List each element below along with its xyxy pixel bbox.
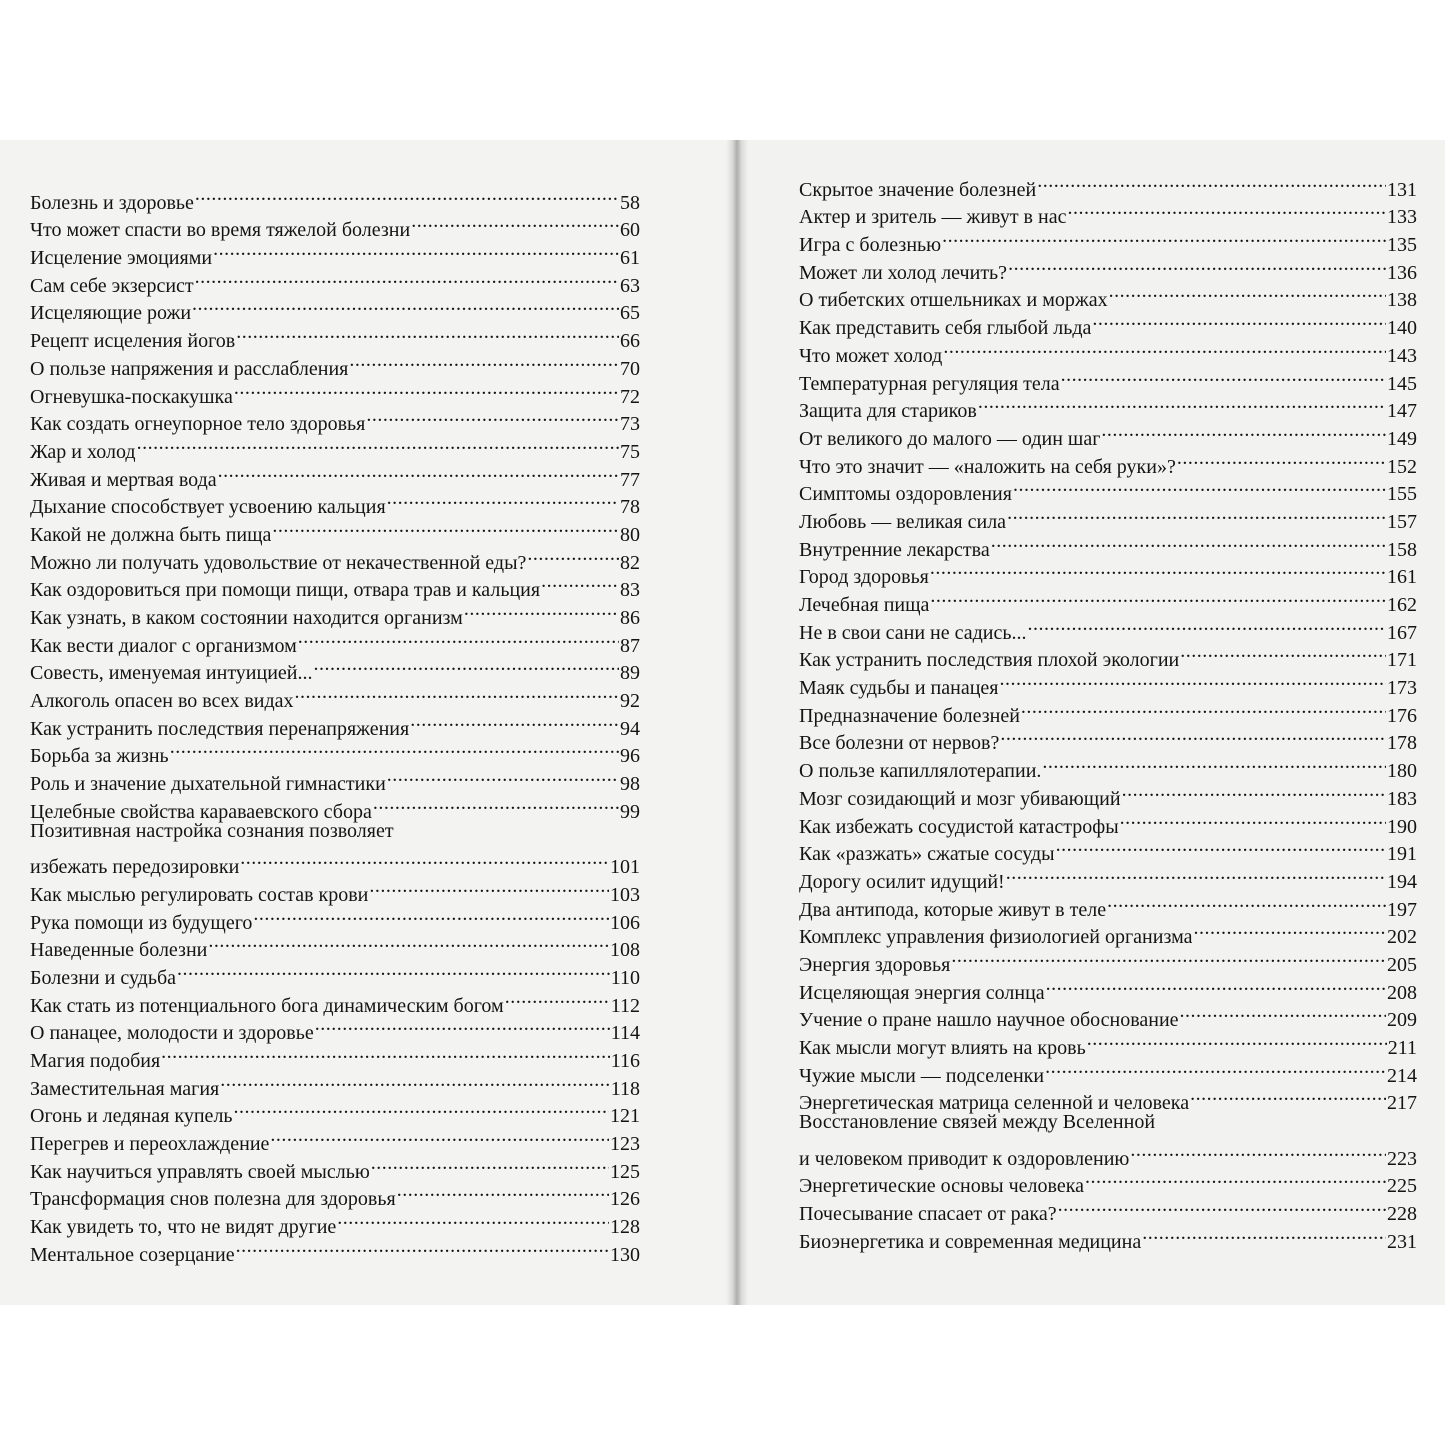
toc-entry-page-number: 96	[620, 745, 640, 768]
toc-entry-title: Что может холод	[799, 344, 943, 367]
toc-entry	[30, 181, 640, 214]
toc-dot-leader	[1122, 777, 1386, 805]
toc-entry-page-number: 155	[1387, 483, 1417, 506]
toc-dot-leader	[349, 347, 619, 375]
toc-entry-page-number: 58	[620, 191, 640, 214]
toc-entry-title: Лечебная пища	[799, 594, 930, 616]
toc-entry-title: Болезни и судьба	[30, 966, 177, 989]
toc-entry-page-number: 158	[1387, 538, 1417, 561]
toc-entry-title: Игра с болезнью	[799, 234, 942, 257]
toc-entry-title: Магия подобия	[30, 1050, 161, 1072]
toc-entry-page-number: 63	[620, 274, 640, 297]
toc-entry-title: Биоэнергетика и современная медицина	[799, 1230, 1142, 1253]
toc-dot-leader	[1000, 722, 1386, 750]
toc-entry-title: Огневушка-поскакушка	[30, 385, 233, 408]
toc-dot-leader	[369, 873, 609, 901]
toc-entry-page-number: 60	[620, 219, 640, 242]
toc-dot-leader	[272, 513, 619, 541]
toc-entry-title: Защита для стариков	[799, 400, 977, 423]
toc-entry-page-number: 133	[1387, 206, 1417, 229]
toc-entry-page-number: 66	[620, 330, 640, 353]
toc-entry-title: Энергия здоровья	[799, 953, 951, 976]
toc-entry-page-number: 190	[1387, 815, 1417, 838]
toc-entry-title: Как научиться управлять своей мыслью	[30, 1160, 370, 1183]
toc-entry-title: Актер и зритель — живут в нас	[799, 206, 1067, 229]
toc-dot-leader	[295, 679, 619, 707]
toc-entry-page-number: 202	[1387, 926, 1417, 949]
book-spread	[0, 140, 1445, 1305]
toc-entry-page-number: 171	[1387, 649, 1417, 672]
toc-dot-leader	[1107, 888, 1386, 916]
toc-dot-leader	[541, 569, 619, 597]
toc-entry-title: Можно ли получать удовольствие от некачественной еды?	[30, 551, 527, 574]
toc-entry-page-number: 194	[1387, 870, 1417, 893]
toc-dot-leader	[137, 430, 619, 458]
toc-entry-title: Дорогу осилит идущий!	[799, 870, 1005, 893]
toc-entry-title: Жар и холод	[30, 440, 136, 463]
toc-dot-leader	[213, 236, 619, 264]
toc-dot-leader	[337, 1205, 609, 1233]
toc-entry-page-number: 143	[1387, 344, 1417, 367]
toc-entry-page-number: 112	[610, 994, 640, 1017]
toc-entry-title: Роль и значение дыхательной гимнастики	[30, 773, 386, 796]
toc-entry-page-number: 103	[610, 883, 640, 906]
toc-dot-leader	[1067, 196, 1386, 224]
toc-entry-page-number: 145	[1387, 372, 1417, 395]
toc-entry-title: Что это значит — «наложить на себя руки»?	[799, 455, 1176, 478]
toc-right	[799, 168, 1417, 1253]
toc-entry-title: Восстановление связей между Вселенной	[799, 1111, 1156, 1134]
toc-entry-page-number: 83	[620, 579, 640, 602]
toc-entry-page-number: 138	[1387, 289, 1417, 312]
toc-dot-leader	[1042, 749, 1386, 777]
toc-entry-page-number: 208	[1387, 981, 1417, 1004]
toc-entry-title: Что может спасти во время тяжелой болезни	[30, 219, 411, 242]
toc-entry-title: От великого до малого — один шаг	[799, 427, 1101, 450]
toc-entry-page-number: 101	[610, 856, 640, 879]
toc-entry-title: Как стать из потенциального бога динамическим богом	[30, 994, 504, 1017]
toc-dot-leader	[177, 956, 610, 984]
toc-entry-page-number: 82	[620, 551, 640, 574]
toc-entry-page-number: 130	[610, 1243, 640, 1266]
toc-entry-title: избежать передозировки	[30, 856, 240, 879]
toc-dot-leader	[218, 458, 619, 486]
toc-dot-leader	[270, 1122, 609, 1150]
toc-entry-page-number: 131	[1387, 178, 1417, 201]
toc-entry-title: Любовь — великая сила	[799, 510, 1007, 533]
toc-entry-page-number: 178	[1387, 732, 1417, 755]
toc-dot-leader	[1046, 971, 1386, 999]
toc-entry-page-number: 75	[620, 440, 640, 463]
toc-entry-page-number: 73	[620, 413, 640, 436]
toc-dot-leader	[170, 735, 619, 763]
toc-dot-leader	[371, 1150, 609, 1178]
toc-dot-leader	[1109, 279, 1386, 307]
toc-entry-page-number: 152	[1387, 455, 1417, 478]
toc-dot-leader	[366, 403, 619, 431]
toc-dot-leader	[943, 334, 1386, 362]
toc-dot-leader	[1120, 805, 1386, 833]
toc-entry	[30, 818, 640, 846]
toc-entry-title: Как избежать сосудистой катастрофы	[799, 815, 1119, 838]
toc-entry-title: Ментальное созерцание	[30, 1243, 235, 1266]
toc-dot-leader	[930, 583, 1386, 611]
toc-entry-title: Как вести диалог с организмом	[30, 634, 297, 657]
toc-entry-title: Совесть, именуемая интуицией...	[30, 662, 313, 685]
toc-dot-leader	[208, 929, 609, 957]
toc-dot-leader	[410, 707, 619, 735]
toc-entry-title: Рецепт исцеления йогов	[30, 330, 236, 353]
toc-dot-leader	[236, 319, 619, 347]
toc-entry-page-number: 140	[1387, 317, 1417, 340]
toc-dot-leader	[220, 1067, 609, 1095]
toc-dot-leader	[314, 652, 620, 680]
toc-entry-page-number: 176	[1387, 704, 1417, 727]
toc-entry-page-number: 116	[610, 1050, 640, 1072]
toc-entry-title: Как представить себя глыбой льда	[799, 317, 1092, 340]
toc-entry-title: Дыхание способствует усвоению кальция	[30, 496, 386, 519]
toc-entry	[799, 1109, 1417, 1137]
toc-entry-title: Как устранить последствия плохой экологии	[799, 649, 1180, 672]
toc-dot-leader	[253, 901, 609, 929]
toc-entry-page-number: 191	[1387, 843, 1417, 866]
toc-dot-leader	[192, 292, 619, 320]
toc-entry-title: Как увидеть то, что не видят другие	[30, 1216, 337, 1239]
toc-entry-title: Исцеляющая энергия солнца	[799, 981, 1045, 1004]
toc-entry-page-number: 217	[1387, 1092, 1417, 1115]
toc-entry-title: Исцеляющие рожи	[30, 302, 192, 325]
toc-entry-page-number: 89	[620, 662, 640, 685]
toc-entry-page-number: 225	[1387, 1175, 1417, 1198]
toc-dot-leader	[464, 596, 619, 624]
toc-entry-title: Сам себе экзерсист	[30, 274, 194, 297]
toc-dot-leader	[1021, 694, 1386, 722]
toc-entry-page-number: 126	[610, 1188, 640, 1211]
toc-entry	[799, 168, 1417, 201]
toc-entry-title: Как оздоровиться при помощи пищи, отвара трав и кальция	[30, 579, 541, 602]
toc-dot-leader	[951, 943, 1386, 971]
toc-entry-title: О пользе напряжения и расслабления	[30, 357, 349, 380]
toc-entry-page-number: 167	[1387, 621, 1417, 644]
toc-entry-title: Температурная регуляция тела	[799, 372, 1060, 395]
toc-entry-page-number: 110	[610, 966, 640, 989]
toc-entry-page-number: 70	[620, 357, 640, 380]
toc-entry-title: Почесывание спасает от рака?	[799, 1203, 1057, 1226]
toc-dot-leader	[1180, 999, 1386, 1027]
toc-dot-leader	[161, 1039, 610, 1067]
toc-entry-title: Как узнать, в каком состоянии находится организм	[30, 607, 463, 629]
toc-entry-page-number: 211	[1387, 1037, 1417, 1059]
toc-entry-title: Чужие мысли — подселенки	[799, 1064, 1045, 1087]
toc-dot-leader	[942, 223, 1386, 251]
toc-left	[30, 181, 640, 1266]
toc-entry-page-number: 77	[620, 468, 640, 491]
toc-entry-page-number: 173	[1387, 677, 1417, 700]
toc-entry-title: Болезнь и здоровье	[30, 191, 194, 214]
toc-dot-leader	[298, 624, 619, 652]
toc-dot-leader	[527, 541, 619, 569]
toc-dot-leader	[1193, 916, 1386, 944]
toc-entry-title: Два антипода, которые живут в теле	[799, 898, 1107, 921]
toc-dot-leader	[1058, 1192, 1386, 1220]
toc-entry-title: Заместительная магия	[30, 1077, 220, 1100]
toc-dot-leader	[978, 390, 1386, 418]
toc-entry-title: Как мысли могут влиять на кровь	[799, 1037, 1086, 1059]
toc-entry-title: Огонь и ледяная купель	[30, 1105, 233, 1128]
toc-entry-title: Какой не должна быть пища	[30, 523, 272, 546]
toc-dot-leader	[1007, 500, 1386, 528]
toc-entry-page-number: 108	[610, 939, 640, 962]
toc-entry-page-number: 157	[1387, 510, 1417, 533]
toc-entry-page-number: 80	[620, 523, 640, 546]
toc-entry-title: Город здоровья	[799, 566, 929, 589]
toc-dot-leader	[1006, 860, 1386, 888]
toc-entry-title: Может ли холод лечить?	[799, 261, 1008, 284]
toc-dot-leader	[1008, 251, 1386, 279]
toc-entry-page-number: 121	[610, 1105, 640, 1128]
toc-entry-page-number: 114	[610, 1022, 640, 1045]
toc-entry-title: Скрытое значение болезней	[799, 178, 1037, 201]
toc-entry-title: Рука помощи из будущего	[30, 911, 253, 934]
toc-dot-leader	[1101, 417, 1386, 445]
toc-dot-leader	[999, 666, 1386, 694]
toc-dot-leader	[1087, 1026, 1387, 1054]
toc-dot-leader	[387, 762, 619, 790]
toc-entry-page-number: 162	[1387, 594, 1417, 616]
toc-dot-leader	[930, 556, 1386, 584]
toc-entry-title: Целебные свойства караваевского сбора	[30, 800, 372, 823]
toc-dot-leader	[234, 375, 619, 403]
toc-entry-title: Наведенные болезни	[30, 939, 208, 962]
toc-entry-page-number: 128	[610, 1216, 640, 1239]
toc-dot-leader	[234, 1095, 609, 1123]
toc-entry-page-number: 180	[1387, 760, 1417, 783]
toc-dot-leader	[1092, 306, 1386, 334]
toc-entry	[30, 846, 640, 879]
toc-entry-page-number: 92	[620, 690, 640, 713]
toc-dot-leader	[1045, 1054, 1386, 1082]
right-page	[741, 140, 1445, 1305]
toc-dot-leader	[991, 528, 1386, 556]
toc-entry-page-number: 228	[1387, 1203, 1417, 1226]
toc-dot-leader	[240, 846, 609, 874]
toc-entry-title: Исцеление эмоциями	[30, 247, 213, 270]
toc-dot-leader	[387, 486, 619, 514]
toc-dot-leader	[1013, 473, 1386, 501]
toc-entry-title: Как «разжать» сжатые сосуды	[799, 843, 1055, 866]
toc-entry-title: Как мыслью регулировать состав крови	[30, 883, 369, 906]
toc-entry-title: Энергетические основы человека	[799, 1175, 1085, 1198]
toc-dot-leader	[315, 1012, 610, 1040]
toc-dot-leader	[373, 790, 619, 818]
toc-dot-leader	[1130, 1137, 1386, 1165]
toc-entry-title: Учение о пране нашло научное обоснование	[799, 1009, 1179, 1032]
toc-dot-leader	[397, 1178, 609, 1206]
toc-dot-leader	[1180, 639, 1386, 667]
toc-dot-leader	[1061, 362, 1386, 390]
toc-entry-page-number: 149	[1387, 427, 1417, 450]
toc-entry-page-number: 231	[1387, 1230, 1417, 1253]
toc-dot-leader	[1085, 1165, 1386, 1193]
toc-entry-page-number: 65	[620, 302, 640, 325]
toc-entry-page-number: 205	[1387, 953, 1417, 976]
toc-entry-page-number: 135	[1387, 234, 1417, 257]
toc-entry-title: О пользе капиллялотерапии.	[799, 760, 1042, 783]
toc-dot-leader	[1142, 1220, 1386, 1248]
toc-entry-title: Предназначение болезней	[799, 704, 1020, 727]
toc-entry-page-number: 87	[620, 634, 640, 657]
toc-entry-page-number: 86	[620, 607, 640, 629]
book-gutter	[726, 140, 748, 1305]
toc-entry	[799, 1137, 1417, 1170]
toc-dot-leader	[1037, 168, 1386, 196]
toc-entry-title: Все болезни от нервов?	[799, 732, 1000, 755]
toc-dot-leader	[236, 1233, 609, 1261]
toc-entry-page-number: 197	[1387, 898, 1417, 921]
toc-dot-leader	[1190, 1082, 1386, 1110]
toc-entry-title: Перегрев и переохлаждение	[30, 1133, 270, 1156]
toc-entry-page-number: 147	[1387, 400, 1417, 423]
toc-dot-leader	[505, 984, 610, 1012]
toc-entry-title: Трансформация снов полезна для здоровья	[30, 1188, 396, 1211]
toc-entry-page-number: 98	[620, 773, 640, 796]
toc-entry-title: Алкоголь опасен во всех видах	[30, 690, 294, 713]
toc-dot-leader	[195, 181, 619, 209]
toc-entry-page-number: 125	[610, 1160, 640, 1183]
toc-entry-page-number: 214	[1387, 1064, 1417, 1087]
toc-entry-page-number: 99	[620, 800, 640, 823]
toc-entry-title: Как создать огнеупорное тело здоровья	[30, 413, 366, 436]
toc-entry-page-number: 123	[610, 1133, 640, 1156]
toc-entry-page-number: 136	[1387, 261, 1417, 284]
toc-entry-title: и человеком приводит к оздоровлению	[799, 1147, 1130, 1170]
toc-dot-leader	[1056, 833, 1386, 861]
toc-entry-title: Борьба за жизнь	[30, 745, 169, 768]
toc-entry-page-number: 161	[1387, 566, 1417, 589]
toc-entry-page-number: 183	[1387, 787, 1417, 810]
toc-entry-page-number: 118	[610, 1077, 640, 1100]
toc-entry-title: О тибетских отшельниках и моржах	[799, 289, 1108, 312]
toc-dot-leader	[1177, 445, 1386, 473]
toc-entry-page-number: 223	[1387, 1147, 1417, 1170]
toc-entry-title: О панацее, молодости и здоровье	[30, 1022, 314, 1045]
left-page	[0, 140, 732, 1305]
toc-entry-page-number: 106	[610, 911, 640, 934]
toc-entry-page-number: 209	[1387, 1009, 1417, 1032]
toc-entry-page-number: 61	[620, 247, 640, 270]
toc-entry-title: Мозг созидающий и мозг убивающий	[799, 787, 1121, 810]
toc-entry-title: Не в свои сани не садись...	[799, 621, 1027, 644]
toc-entry-title: Комплекс управления физиологией организма	[799, 926, 1193, 949]
toc-entry-title: Внутренние лекарства	[799, 538, 990, 561]
toc-dot-leader	[195, 264, 619, 292]
toc-dot-leader	[411, 209, 619, 237]
toc-entry-page-number: 94	[620, 717, 640, 740]
toc-dot-leader	[1028, 611, 1386, 639]
toc-entry-title: Живая и мертвая вода	[30, 468, 217, 491]
toc-entry-page-number: 78	[620, 496, 640, 519]
toc-entry-page-number: 72	[620, 385, 640, 408]
toc-entry-title: Симптомы оздоровления	[799, 483, 1012, 506]
toc-entry-title: Энергетическая матрица селенной и человека	[799, 1092, 1190, 1115]
toc-entry-title: Маяк судьбы и панацея	[799, 677, 999, 700]
toc-entry-title: Как устранить последствия перенапряжения	[30, 717, 410, 740]
toc-entry-title: Позитивная настройка сознания позволяет	[30, 819, 394, 842]
